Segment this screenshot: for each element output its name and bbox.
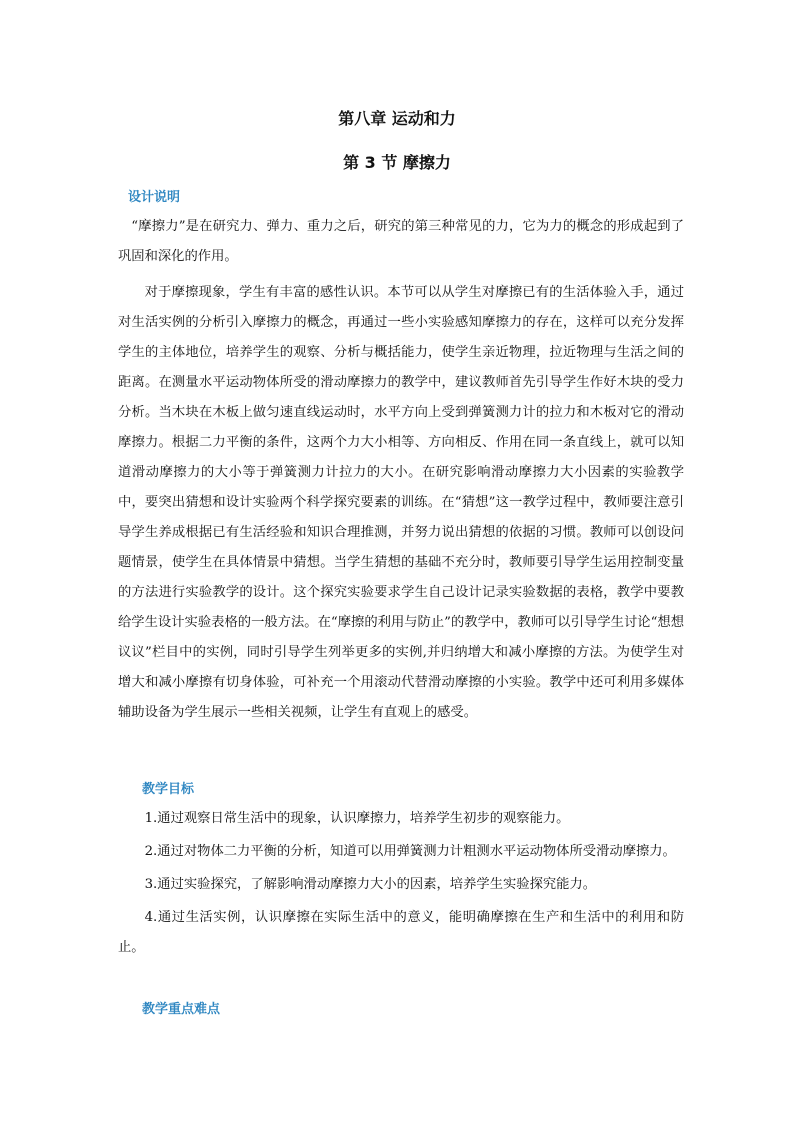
objective-item: 2.通过对物体二力平衡的分析，知道可以用弹簧测力计粗测水平运动物体所受滑动摩擦力。 bbox=[144, 844, 676, 859]
design-notes-paragraph-1: “摩擦力”是在研究力、弹力、重力之后，研究的第三种常见的力，它为力的概念的形成起到了巩固和深化的作用。 bbox=[118, 219, 684, 264]
objectives-heading: 教学目标 bbox=[142, 782, 195, 797]
objective-item: 4.通过生活实例，认识摩擦在实际生活中的意义，能明确摩擦在生产和生活中的利用和防止。 bbox=[118, 910, 684, 955]
objective-item: 3.通过实验探究，了解影响滑动摩擦力大小的因素，培养学生实验探究能力。 bbox=[144, 877, 597, 892]
design-notes-body bbox=[118, 212, 684, 728]
objective-item: 1.通过观察日常生活中的现象，认识摩擦力，培养学生初步的观察能力。 bbox=[144, 811, 570, 826]
chapter-title: 第八章 运动和力 bbox=[338, 109, 456, 128]
design-notes-heading: 设计说明 bbox=[128, 190, 181, 205]
section-title: 第 3 节 摩擦力 bbox=[343, 153, 451, 172]
design-notes-paragraph-2: 对于摩擦现象，学生有丰富的感性认识。本节可以从学生对摩擦已有的生活体验入手，通过对生活实例的分析引入摩擦力的概念，再通过一些小实验感知摩擦力的存在，这样可以充分发挥学生的主体地位，培养学生的观察、分析与概括能力，使学生亲近物理，拉近物理与生活之间的距离。在测量水平运动物体所受的滑动摩擦力的教学中，建议教师首先引导学生作好木块的受力分析。当木块在木板上做匀速直线运动时，水平方向上受到弹簧测力计的拉力和木板对它的滑动摩擦力。根据二力平衡的条件，这两个力大小相等、方向相反、作用在同一条直线上，就可以知道滑动摩擦力的大小等于弹簧测力计拉力的大小。在研究影响滑动摩擦力大小因素的实验教学中，要突出猜想和设计实验两个科学探究要素的训练。在“猜想”这一教学过程中，教师要注意引导学生养成根据已有生活经验和知识合理推测，并努力说出猜想的依据的习惯。教师可以创设问题情景，使学生在具体情景中猜想。当学生猜想的基础不充分时，教师要引导学生运用控制变量的方法进行实验教学的设计。这个探究实验要求学生自己设计记录实验数据的表格，教学中要教给学生设计实验表格的一般方法。在“摩擦的利用与防止”的教学中，教师可以引导学生讨论“想想议议”栏目中的实例，同时引导学生列举更多的实例,并归纳增大和减小摩擦的方法。为使学生对增大和减小摩擦有切身体验，可补充一个用滚动代替滑动摩擦的小实验。教学中还可利用多媒体辅助设备为学生展示一些相关视频，让学生有直观上的感受。 bbox=[118, 285, 684, 720]
objectives-list bbox=[118, 804, 684, 966]
key-points-heading: 教学重点难点 bbox=[142, 1002, 221, 1017]
